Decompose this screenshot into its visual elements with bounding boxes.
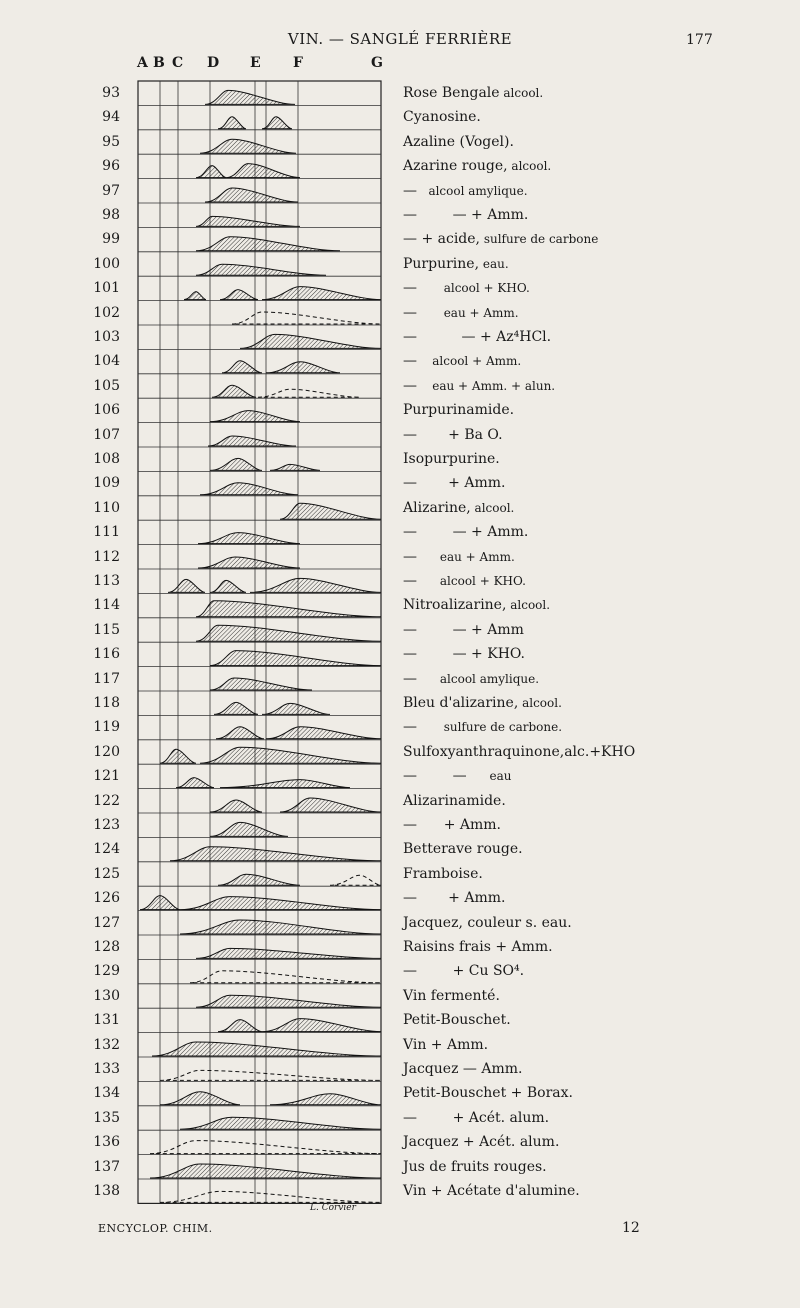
absorption-band xyxy=(210,800,262,812)
spectrum-label-main: — xyxy=(403,182,417,199)
spectrum-label-main: — xyxy=(403,280,417,297)
spectrum-label-main: Purpurine, xyxy=(403,255,480,272)
absorption-band xyxy=(330,875,381,885)
spectrum-label-main: Cyanosine. xyxy=(403,109,481,126)
row-number: 101 xyxy=(93,280,120,297)
spectrum-label xyxy=(403,158,551,174)
spectrum-label-main: Purpurinamide. xyxy=(403,402,515,419)
spectrum-label-main: — xyxy=(403,377,417,394)
spectrum-label xyxy=(403,451,500,467)
spectrum-label-main: Azarine rouge, xyxy=(403,158,508,175)
absorption-band xyxy=(258,389,360,397)
spectrum-label xyxy=(403,1183,580,1199)
absorption-band xyxy=(198,557,300,568)
row-number: 138 xyxy=(93,1183,120,1199)
row-number: 102 xyxy=(93,304,120,321)
spectrum-label-main: — xyxy=(403,573,417,589)
spectrum-label-main: Jacquez — Amm. xyxy=(403,1061,523,1077)
spectrum-label-main: — — + Amm. xyxy=(403,524,529,541)
absorption-band xyxy=(150,1164,381,1178)
absorption-band xyxy=(232,312,381,324)
row-number: 112 xyxy=(93,548,120,565)
spectrum-label xyxy=(403,1037,488,1053)
spectrum-label-main: — xyxy=(403,548,417,565)
row-number: 109 xyxy=(93,475,120,492)
absorption-band xyxy=(160,1092,240,1105)
spectrum-label-solvent: alcool amylique. xyxy=(417,671,540,686)
row-number: 99 xyxy=(102,231,120,248)
spectrum-label-solvent: alcool amylique. xyxy=(417,183,528,198)
row-number: 134 xyxy=(93,1085,120,1102)
absorption-band xyxy=(214,702,258,714)
spectrum-label xyxy=(403,719,562,735)
row-number: 121 xyxy=(93,768,120,785)
spectrum-label xyxy=(403,597,550,613)
absorption-band xyxy=(220,290,258,300)
spectrum-label-main: Vin fermenté. xyxy=(403,987,500,1004)
spectrum-label xyxy=(403,280,530,296)
letter-d: D xyxy=(207,55,220,71)
row-number: 111 xyxy=(93,524,120,541)
absorption-band xyxy=(160,1191,381,1202)
spectrum-label xyxy=(403,744,635,760)
spectrum-label-main: — + Amm. xyxy=(403,817,501,833)
spectrum-label xyxy=(403,671,539,687)
row-number: 106 xyxy=(93,402,120,419)
row-number: 120 xyxy=(93,743,120,760)
row-number: 95 xyxy=(102,133,120,150)
spectrum-label xyxy=(403,1085,573,1101)
spectrum-label xyxy=(403,963,524,979)
absorption-band xyxy=(222,361,262,373)
spectrum-label xyxy=(403,207,528,223)
spectrum-label xyxy=(403,402,514,418)
absorption-band xyxy=(210,580,246,592)
absorption-band xyxy=(212,385,256,397)
spectrum-label xyxy=(403,841,523,857)
spectrum-label xyxy=(403,475,505,491)
spectrum-label-solvent: eau + Amm. xyxy=(417,305,519,320)
spectrum-label xyxy=(403,256,509,272)
spectrum-label xyxy=(403,109,481,125)
spectrum-label-main: — — + KHO. xyxy=(403,646,526,663)
footer-publication: ENCYCLOP. CHIM. xyxy=(98,1222,213,1235)
spectrum-label-main: — + Amm. xyxy=(403,475,506,492)
spectrum-label xyxy=(403,866,483,882)
absorption-band xyxy=(266,727,381,739)
spectrum-label-solvent: alcool. xyxy=(506,598,551,613)
spectrum-label-solvent: alcool. xyxy=(499,86,544,100)
absorption-band xyxy=(210,458,262,470)
absorption-band xyxy=(262,117,292,129)
spectrum-label xyxy=(403,183,528,199)
spectrum-label-main: — + Amm. xyxy=(403,890,506,907)
spectrum-label xyxy=(403,1134,559,1150)
spectrum-label xyxy=(403,134,514,150)
spectrum-label-main: Vin + Amm. xyxy=(403,1036,489,1053)
absorption-band xyxy=(196,264,326,275)
absorption-band xyxy=(210,822,288,836)
spectrum-label xyxy=(403,549,515,565)
absorption-band xyxy=(200,139,296,153)
spectrum-label xyxy=(403,939,553,955)
absorption-band xyxy=(150,1141,381,1154)
absorption-band xyxy=(200,747,381,763)
engraver-signature: L. Corvier xyxy=(310,1203,356,1213)
letter-e: E xyxy=(250,55,261,71)
row-number: 119 xyxy=(93,719,120,736)
page-number: 177 xyxy=(686,32,713,48)
row-number: 123 xyxy=(93,817,120,833)
spectrum-label-main: Petit-Bouschet + Borax. xyxy=(403,1085,573,1102)
spectrum-label xyxy=(403,378,555,394)
spectrum-label-main: Bleu d'alizarine, xyxy=(403,695,519,711)
spectrum-label-main: — xyxy=(403,353,417,370)
spectrum-label xyxy=(403,793,506,809)
spectrum-label xyxy=(403,1061,522,1077)
spectrum-label xyxy=(403,646,525,662)
absorption-band xyxy=(200,483,298,495)
absorption-band xyxy=(210,411,300,422)
absorption-band xyxy=(216,727,264,739)
spectrum-label-main: — + Ba O. xyxy=(403,426,503,443)
row-number: 104 xyxy=(93,353,120,370)
spectrum-label-main: — xyxy=(403,670,417,687)
spectrum-label xyxy=(403,1110,549,1126)
row-number: 115 xyxy=(93,621,120,638)
spectrum-label xyxy=(403,500,514,516)
spectrum-label-solvent: alcool. xyxy=(470,500,515,515)
absorption-band xyxy=(266,362,340,373)
spectrum-label-main: Alizarine, xyxy=(403,499,471,516)
letter-b: B xyxy=(153,55,165,71)
absorption-band xyxy=(196,216,300,226)
spectrum-label-main: — xyxy=(403,304,417,321)
absorption-band xyxy=(196,995,381,1007)
row-number: 100 xyxy=(93,255,120,272)
spectrum-label-main: — + acide, xyxy=(403,231,480,248)
absorption-band xyxy=(196,166,226,178)
row-number: 114 xyxy=(93,597,120,614)
absorption-band xyxy=(210,678,312,690)
absorption-band xyxy=(280,503,381,519)
spectrum-label-solvent: alcool + KHO. xyxy=(417,574,526,588)
spectrum-label xyxy=(403,524,528,540)
spectrum-label-solvent: sulfure de carbone xyxy=(480,232,599,247)
spectrum-label-main: — — + Az⁴HCl. xyxy=(403,329,552,345)
absorption-band xyxy=(176,778,214,788)
spectrum-label-solvent: alcool + KHO. xyxy=(417,281,530,296)
letter-c: C xyxy=(172,55,184,71)
absorption-band xyxy=(205,188,298,202)
spectrum-label-main: Azaline (Vogel). xyxy=(403,133,514,150)
absorption-band xyxy=(270,1094,381,1105)
absorption-band xyxy=(262,703,330,714)
spectrum-label-solvent: eau + Amm. xyxy=(417,549,515,564)
row-number: 125 xyxy=(93,865,120,882)
absorption-band xyxy=(152,1042,381,1056)
spectrum-label-solvent: eau xyxy=(466,769,512,784)
absorption-band xyxy=(160,1070,381,1080)
row-number: 117 xyxy=(93,670,120,687)
spectrum-label xyxy=(403,695,562,711)
row-number: 97 xyxy=(102,182,120,199)
spectrum-label-main: Betterave rouge. xyxy=(403,841,523,858)
spectrum-label-solvent: alcool. xyxy=(518,696,562,710)
spectrum-label xyxy=(403,1159,547,1175)
spectrum-label-main: Raisins frais + Amm. xyxy=(403,939,553,955)
row-number: 93 xyxy=(102,85,120,101)
spectrum-label xyxy=(403,890,505,906)
spectrum-label xyxy=(403,915,572,931)
absorption-band xyxy=(262,1019,381,1032)
spectrum-label-main: Nitroalizarine, xyxy=(403,597,507,614)
spectrum-label-main: Jus de fruits rouges. xyxy=(403,1158,547,1175)
absorption-band xyxy=(250,578,381,592)
row-number: 103 xyxy=(93,329,120,345)
absorption-band xyxy=(170,847,381,861)
spectrum-label-solvent: alcool + Amm. xyxy=(417,354,522,369)
absorption-band xyxy=(160,749,196,763)
row-number: 116 xyxy=(93,646,120,663)
absorption-band xyxy=(218,117,246,129)
row-number: 129 xyxy=(93,963,120,980)
spectrum-label xyxy=(403,988,500,1004)
absorption-band xyxy=(184,292,206,300)
spectrum-label-main: Rose Bengale xyxy=(403,85,500,101)
spectrum-label xyxy=(403,817,501,833)
row-number: 130 xyxy=(93,987,120,1004)
row-number: 108 xyxy=(93,451,120,467)
absorption-band xyxy=(262,287,381,300)
row-number: 110 xyxy=(93,499,120,516)
spectrum-label xyxy=(403,427,503,443)
spectrum-label-main: — — + Amm. xyxy=(403,207,529,223)
row-number: 137 xyxy=(93,1158,120,1175)
row-number: 136 xyxy=(93,1134,120,1151)
spectrum-label-main: — xyxy=(403,719,417,736)
row-number: 131 xyxy=(93,1012,120,1029)
absorption-band xyxy=(140,896,180,910)
absorption-band xyxy=(196,237,340,251)
letter-f: F xyxy=(293,55,303,71)
absorption-band xyxy=(196,948,381,958)
spectrum-label-main: — — xyxy=(403,768,467,785)
absorption-band xyxy=(168,579,205,592)
spectrum-label-main: — + Cu SO⁴. xyxy=(403,963,525,980)
spectrum-label xyxy=(403,305,519,321)
row-number: 118 xyxy=(93,695,120,711)
absorption-band xyxy=(218,874,300,885)
spectrum-label-main: Alizarinamide. xyxy=(403,792,506,809)
absorption-band xyxy=(205,90,295,104)
spectrum-label xyxy=(403,768,511,784)
spectrum-label-main: Petit-Bouschet. xyxy=(403,1012,511,1029)
absorption-band xyxy=(196,625,381,641)
absorption-band xyxy=(196,601,381,617)
absorption-band xyxy=(240,334,381,348)
absorption-band xyxy=(280,798,381,812)
spectrum-label-solvent: alcool. xyxy=(507,159,552,174)
spectrum-label xyxy=(403,353,521,369)
spectrum-label-main: — — + Amm xyxy=(403,621,524,638)
spectrum-label xyxy=(403,329,551,345)
absorption-band xyxy=(208,436,296,446)
row-number: 96 xyxy=(102,158,120,175)
spectrum-label-main: Vin + Acétate d'alumine. xyxy=(403,1183,580,1199)
row-number: 127 xyxy=(93,914,120,931)
row-number: 98 xyxy=(102,207,120,223)
row-number: 107 xyxy=(93,426,120,443)
row-number: 132 xyxy=(93,1036,120,1053)
footer-signature-mark: 12 xyxy=(622,1220,640,1236)
row-number: 124 xyxy=(93,841,120,858)
spectrum-label-solvent: eau + Amm. + alun. xyxy=(417,378,556,393)
absorption-band xyxy=(270,464,320,470)
letter-g: G xyxy=(371,55,383,71)
spectrum-label-main: Sulfoxyanthraquinone,alc.+KHO xyxy=(403,743,636,760)
page-header-title: VIN. — SANGLÉ FERRIÈRE xyxy=(287,30,513,48)
spectrum-label-solvent: sulfure de carbone. xyxy=(417,720,563,735)
spectrum-label-main: Jacquez, couleur s. eau. xyxy=(403,914,572,931)
row-number: 135 xyxy=(93,1109,120,1126)
spectrum-label xyxy=(403,622,524,638)
absorption-band xyxy=(190,971,381,983)
row-number: 113 xyxy=(93,573,120,589)
spectrum-label xyxy=(403,1012,511,1028)
spectrum-label-main: Isopurpurine. xyxy=(403,451,500,467)
absorption-band xyxy=(226,164,300,178)
row-number: 94 xyxy=(102,109,120,126)
row-number: 128 xyxy=(93,939,120,955)
spectrum-label-main: — + Acét. alum. xyxy=(403,1109,550,1126)
row-number: 126 xyxy=(93,890,120,907)
spectrum-label xyxy=(403,231,598,247)
spectrum-label xyxy=(403,573,526,589)
row-number: 105 xyxy=(93,377,120,394)
spectrum-label-main: Framboise. xyxy=(403,865,483,882)
row-number: 122 xyxy=(93,792,120,809)
letter-a: A xyxy=(137,55,148,71)
row-number: 133 xyxy=(93,1061,120,1077)
absorption-band xyxy=(220,780,350,788)
spectrum-label-solvent: eau. xyxy=(479,256,509,271)
spectrum-label xyxy=(403,85,543,101)
absorption-band xyxy=(198,533,300,544)
absorption-band xyxy=(210,651,381,666)
spectrum-label-main: Jacquez + Acét. alum. xyxy=(403,1134,560,1151)
